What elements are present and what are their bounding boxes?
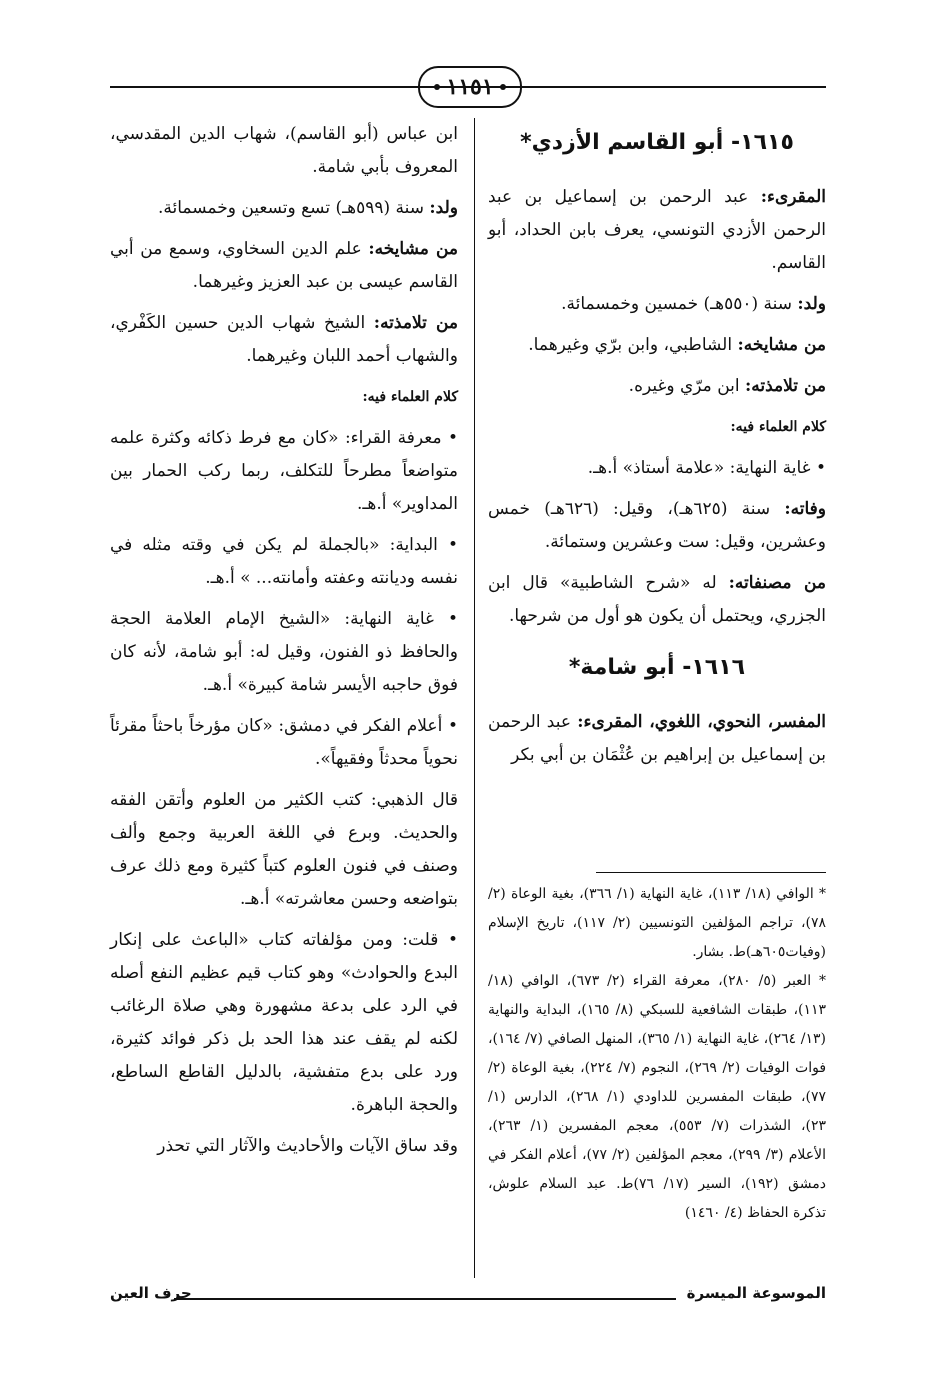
quote-paragraph: • معرفة القراء: «كان مع فرط ذكائه وكثرة علمه متواضعاً مطرحاً للتكلف، ربما ركب الحمار بين المداوير» أ.هـ. [110,428,458,514]
entry-paragraph: من تلامذته: ابن مرّي وغيره. [628,376,826,396]
page-number: ١١٥١ [446,74,494,100]
entry-paragraph: وفاته: سنة (٦٢٥هـ)، وقيل: (٦٢٦هـ) خمس وعشرين، وقيل: ست وعشرين وستمائة. [488,499,826,552]
quote-paragraph: • البداية: «بالجملة لم يكن في وقته مثله في نفسه وديانته وعفته وأمانته... » أ.هـ. [110,535,458,588]
footnote-rule [596,872,826,873]
keyword: المفسر، النحوي، اللغوي، المقرىء: [577,712,826,732]
entry-heading-1615: ١٦١٥- أبو القاسم الأزدي* [520,130,794,155]
left-column [110,118,458,1171]
entry-paragraph: من مشايخه: الشاطبي، وابن برّي وغيرهما. [528,335,826,355]
entry-paragraph: من تلامذته: الشيخ شهاب الدين حسين الكَفْري، والشهاب أحمد اللبان وغيرهما. [110,313,458,366]
entry-paragraph: ولد: سنة (٥٩٩هـ) تسع وتسعين وخمسمائة. [157,198,458,218]
footnotes [488,880,826,1228]
keyword: من تلامذته: [745,376,826,396]
column-divider [474,118,475,1278]
keyword: من مشايخه: [368,239,459,259]
scholars-subheading: كلام العلماء فيه: [362,389,458,405]
entry-paragraph: من مصنفاته: له «شرح الشاطبية» قال ابن الجزري، ويحتمل أن يكون هو أول من شرحها. [488,573,827,626]
quote-paragraph: • غاية النهاية: «الشيخ الإمام العلامة الحجة والحافظ ذو الفنون، وقيل له: أبو شامة، لأنه كان فوق حاجبه الأيسر شامة كبيرة» أ.هـ. [110,609,458,695]
page-footer [110,1284,826,1312]
entry-paragraph: وقد ساق الآيات والأحاديث والآثار التي تحذر [157,1136,458,1156]
entry-heading-1616: ١٦١٦- أبو شامة* [568,655,746,680]
page-number-badge [418,66,522,108]
keyword: وفاته: [784,499,826,519]
entry-paragraph: المفسر، النحوي، اللغوي، المقرىء: عبد الرحمن بن إسماعيل بن إبراهيم بن عُثْمَان بن أبي بكر [488,712,826,765]
footer-book-title: الموسوعة الميسرة [686,1284,826,1302]
keyword: ولد: [429,198,458,218]
dot-icon [500,84,506,90]
keyword: المقرىء: [760,187,826,207]
quote-paragraph: • أعلام الفكر في دمشق: «كان مؤرخاً باحثاً مقرئاً نحوياً محدثاً وفقيهاً». [110,716,458,769]
entry-paragraph: ابن عباس (أبو القاسم)، شهاب الدين المقدسي، المعروف بأبي شامة. [110,124,458,177]
entry-paragraph: ولد: سنة (٥٥٠هـ) خمسين وخمسمائة. [561,294,826,314]
keyword: من تلامذته: [373,313,458,333]
entry-paragraph: المقرىء: عبد الرحمن بن إسماعيل بن عبد الرحمن الأزدي التونسي، يعرف بابن الحداد، أبو القاسم. [488,187,826,273]
scholars-subheading: كلام العلماء فيه: [730,419,826,435]
entry-paragraph: • قلت: ومن مؤلفاته كتاب «الباعث على إنكار البدع والحوادث» وهو كتاب قيم عظيم النفع أصله في الرد على بدعة مشهورة وهي صلاة الرغائب لكنه لم يقف عند هذا الحد بل ذكر فوائد كثيرة، ورد على بدع متفشية، بالدليل القاطع الساطع، والحجة الباهرة. [110,930,458,1115]
footnote: * العبر (٥/ ٢٨٠)، معرفة القراء (٢/ ٦٧٣)، الوافي (١٨/ ١١٣)، طبقات الشافعية للسبكي (٨/ ١٦٥)، البداية والنهاية (١٣/ ٢٦٤)، غاية النهاية (١/ ٣٦٥)، المنهل الصافي (٧/ ١٦٤)، فوات الوفيات (٢/ ٢٦٩)، النجوم (٧/ ٢٢٤)، بغية الوعاة (٢/ ٧٧)، طبقات المفسرين للداودي (١/ ٢٦٨)، الدارس (١/ ٢٣)، الشذرات (٧/ ٥٥٣)، معجم المفسرين (١/ ٢٦٣)، الأعلام (٣/ ٢٩٩)، معجم المؤلفين (٢/ ٧٧)، أعلام الفكر في دمشق (١٩٢)، السير (١٧/ ٧٦)ط. عبد السلام علوش، تذكرة الحفاظ (٤/ ١٤٦٠) [488,973,827,1221]
keyword: من مشايخه: [737,335,826,355]
entry-paragraph: من مشايخه: علم الدين السخاوي، وسمع من أبي القاسم عيسى بن عبد العزيز وغيرهما. [110,239,459,292]
right-column [488,120,826,780]
entry-paragraph: قال الذهبي: كتب الكثير من العلوم وأتقن الفقه والحديث. وبرع في اللغة العربية وجمع وألف وصنف في فنون العلوم كتباً كثيرة ومع ذلك عرف بتواضعه وحسن معاشرته» أ.هـ. [110,790,458,909]
keyword: من مصنفاته: [728,573,827,593]
footer-section: حرف العين [110,1284,192,1302]
footer-rule [174,1298,676,1300]
keyword: ولد: [797,294,826,314]
dot-icon [434,84,440,90]
quote-paragraph: • غاية النهاية: «علامة أستاذ» أ.هـ. [587,458,826,478]
footnote: * الوافي (١٨/ ١١٣)، غاية النهاية (١/ ٣٦٦)، بغية الوعاة (٢/ ٧٨)، تراجم المؤلفين التونسيين (٢/ ١١٧)، تاريخ الإسلام (وفيات٦٠٥هـ)ط. بشار. [488,886,827,960]
